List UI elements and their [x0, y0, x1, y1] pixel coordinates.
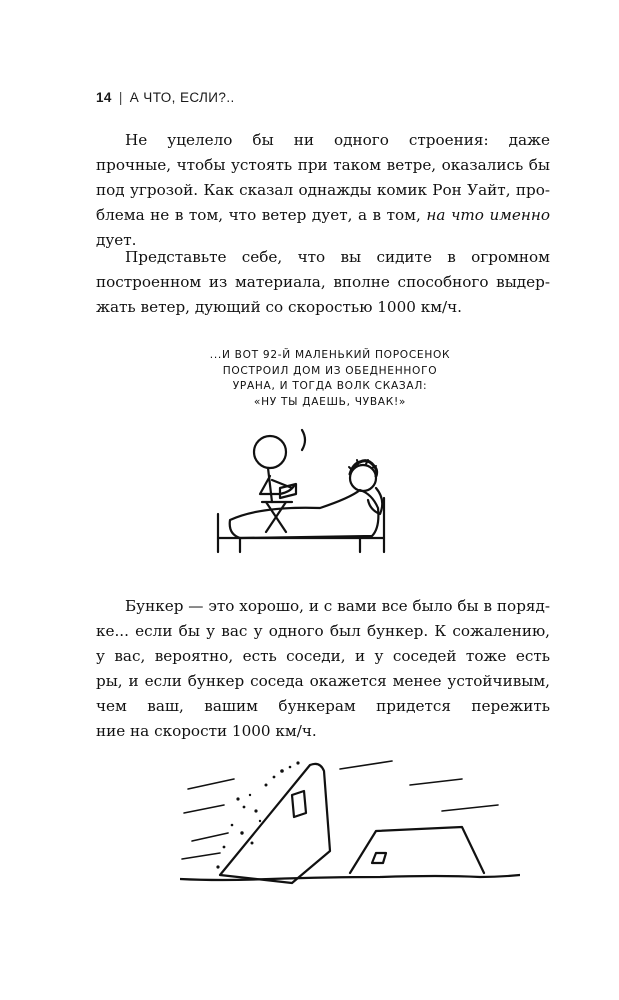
paragraph-2: [96, 245, 550, 320]
caption-line: «НУ ТЫ ДАЕШЬ, ЧУВАК!»: [253, 395, 407, 408]
text-line: у вас, вероятно, есть соседи, и у соседей тоже есть: [96, 647, 550, 665]
text-line: Представьте себе, что вы сидите в огромном: [125, 248, 550, 266]
running-header: [96, 90, 235, 105]
blanket: [230, 490, 379, 538]
caption-line: ПОСТРОИЛ ДОМ ИЗ ОБЕДНЕННОГО: [222, 364, 438, 377]
text-line: дует.: [96, 231, 137, 249]
text-line: построенном из материала, вполне способного выдер-: [96, 273, 550, 291]
text-line: ние на скорости 1000 км/ч.: [96, 722, 317, 740]
upright-bunker: [350, 827, 484, 873]
emphasis-text: на что именно: [426, 206, 550, 224]
text-line: жать ветер, дующий со скоростью 1000 км/ч.: [96, 298, 463, 316]
tilted-bunker: [220, 764, 330, 883]
text-line: ры, и если бункер соседа окажется менее устойчивым,: [96, 672, 550, 690]
text-line: Не уцелело бы ни одного строения: даже: [125, 131, 550, 149]
reader-head: [254, 436, 286, 468]
debris: [216, 761, 299, 868]
header-separator: |: [118, 90, 123, 105]
bunker-door-icon: [292, 791, 306, 817]
text-line: ке... если бы у вас у одного был бункер. К сожалению,: [96, 622, 550, 640]
text-line: под угрозой. Как сказал однажды комик Рон Уайт, про-: [96, 181, 550, 199]
text-run: блема не в том, что ветер дует, а в том,: [96, 206, 427, 224]
bedtime-comic-illustration: [200, 410, 420, 570]
paragraph-3: [96, 594, 550, 744]
bunker-door-icon: [372, 853, 386, 863]
text-line: чем ваш, вашим бункерам придется пережить: [96, 697, 550, 715]
wind-lines: [182, 761, 498, 859]
text-line: [96, 203, 550, 228]
paragraph-1: [96, 128, 550, 253]
book-title: А ЧТО, ЕСЛИ?..: [129, 90, 235, 105]
comic-caption: [180, 348, 480, 410]
speech-mark: [302, 430, 305, 450]
caption-line: УРАНА, И ТОГДА ВОЛК СКАЗАЛ:: [232, 380, 428, 392]
caption-line: ...И ВОТ 92-Й МАЛЕНЬКИЙ ПОРОСЕНОК: [209, 349, 451, 361]
bunker-collision-illustration: [180, 755, 520, 895]
text-line: прочные, чтобы устоять при таком ветре, оказались бы: [96, 156, 550, 174]
text-line: Бункер — это хорошо, и с вами все было бы в поряд-: [125, 597, 550, 615]
page-number: 14: [96, 90, 112, 105]
